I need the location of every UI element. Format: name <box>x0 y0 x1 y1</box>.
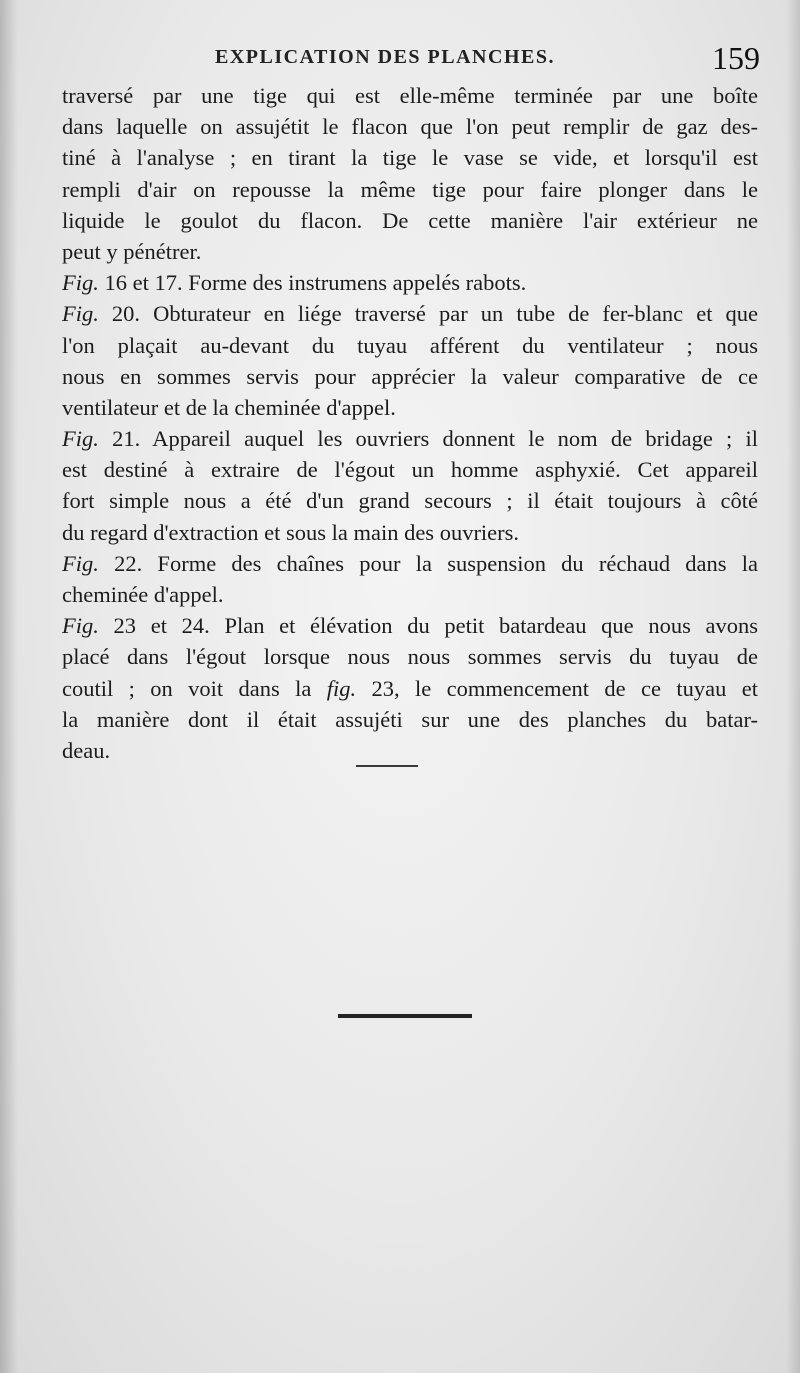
figure-reference: Fig. <box>62 613 99 639</box>
line-text: l'on plaçait au-devant du tuyau afférent du ventilateur ; nous <box>62 332 758 358</box>
page-edge-shadow <box>786 0 800 1373</box>
figure-reference: Fig. <box>62 270 99 296</box>
line-text: 23 et 24. Plan et élévation du petit batardeau que nous avons <box>98 613 758 639</box>
text-line <box>62 80 758 111</box>
text-line <box>62 454 758 485</box>
page-header <box>0 40 800 80</box>
line-text: nous en sommes servis pour apprécier la valeur comparative de ce <box>62 363 758 389</box>
line-text: fort simple nous a été d'un grand secours ; il était toujours à côté <box>62 488 758 514</box>
text-line <box>62 485 758 516</box>
line-text: dans laquelle on assujétit le flacon que l'on peut remplir de gaz des- <box>62 114 758 140</box>
line-text: la manière dont il était assujéti sur une des planches du batar- <box>62 706 758 732</box>
text-line <box>62 641 758 672</box>
text-line <box>62 298 758 329</box>
text-line <box>62 423 758 454</box>
section-separator-rule <box>338 1014 472 1018</box>
text-line <box>62 330 758 361</box>
text-line <box>62 174 758 205</box>
text-line <box>62 205 758 236</box>
text-line <box>62 579 758 610</box>
page-gutter-shadow <box>0 0 18 1373</box>
text-line <box>62 517 758 548</box>
line-text: tiné à l'analyse ; en tirant la tige le vase se vide, et lorsqu'il est <box>62 145 758 171</box>
section-separator-short <box>356 765 418 767</box>
line-text: 23, le commencement de ce tuyau et <box>356 675 758 701</box>
text-line <box>62 361 758 392</box>
figure-reference: Fig. <box>62 426 99 452</box>
text-line <box>62 735 758 766</box>
line-text: liquide le goulot du flacon. De cette manière l'air extérieur ne <box>62 207 758 233</box>
line-text: deau. <box>62 737 111 763</box>
line-text: est destiné à extraire de l'égout un homme asphyxié. Cet appareil <box>62 457 758 483</box>
line-text: placé dans l'égout lorsque nous nous sommes servis du tuyau de <box>62 644 758 670</box>
running-title: EXPLICATION DES PLANCHES. <box>215 46 555 68</box>
text-line <box>62 142 758 173</box>
line-text: 21. Appareil auquel les ouvriers donnent le nom de bridage ; il <box>98 426 758 452</box>
line-text: ventilateur et de la cheminée d'appel. <box>62 394 396 420</box>
text-line <box>62 548 758 579</box>
text-line <box>62 610 758 641</box>
body-text <box>62 80 758 766</box>
text-line <box>62 673 758 704</box>
text-line <box>62 267 758 298</box>
line-text: 20. Obturateur en liége traversé par un tube de fer-blanc et que <box>98 301 758 327</box>
text-line <box>62 111 758 142</box>
figure-reference: Fig. <box>62 550 99 576</box>
line-text: rempli d'air on repousse la même tige pour faire plonger dans le <box>62 176 758 202</box>
text-line <box>62 704 758 735</box>
line-text: du regard d'extraction et sous la main des ouvriers. <box>62 519 520 545</box>
line-text: 22. Forme des chaînes pour la suspension du réchaud dans la <box>98 550 758 576</box>
line-text: peut y pénétrer. <box>62 238 202 264</box>
text-line <box>62 236 758 267</box>
figure-reference: Fig. <box>62 301 99 327</box>
line-text: traversé par une tige qui est elle-même terminée par une boîte <box>62 83 758 108</box>
line-text: 16 et 17. Forme des instrumens appelés rabots. <box>98 270 527 296</box>
line-text: coutil ; on voit dans la <box>62 675 327 701</box>
figure-reference: fig. <box>326 675 357 701</box>
line-text: cheminée d'appel. <box>62 582 224 607</box>
text-line <box>62 392 758 423</box>
page-number: 159 <box>712 40 760 76</box>
